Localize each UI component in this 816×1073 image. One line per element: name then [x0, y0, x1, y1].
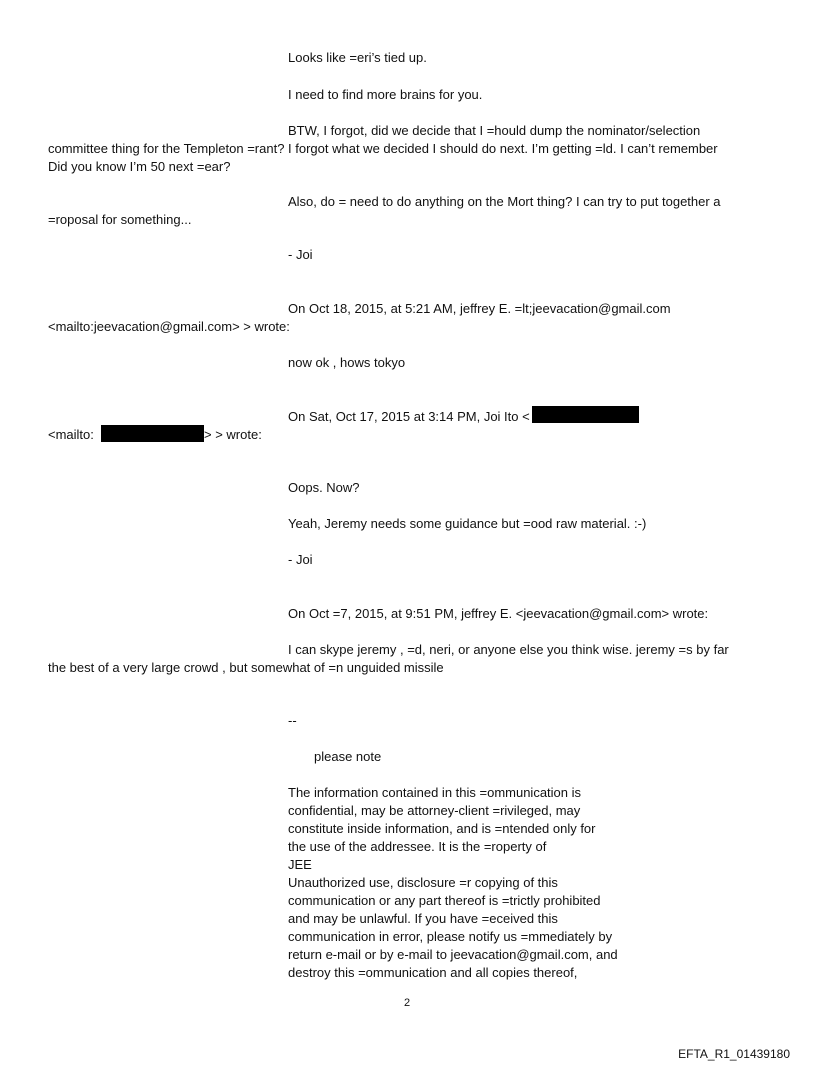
disclaimer-line: Unauthorized use, disclosure =r copying of this	[288, 875, 558, 890]
disclaimer-line: JEE	[288, 857, 312, 872]
body-line: the best of a very large crowd , but somewhat of =n unguided missile	[48, 660, 444, 675]
quote-header: On Sat, Oct 17, 2015 at 3:14 PM, Joi Ito <	[288, 409, 530, 424]
disclaimer-line: destroy this =ommunication and all copies thereof,	[288, 965, 578, 980]
disclaimer-line: constitute inside information, and is =ntended only for	[288, 821, 596, 836]
disclaimer-line: return e-mail or by e-mail to jeevacation@gmail.com, and	[288, 947, 618, 962]
quote-header: <mailto:	[48, 427, 94, 442]
quote-header: On Oct 18, 2015, at 5:21 AM, jeffrey E. =lt;jeevacation@gmail.com	[288, 301, 671, 316]
body-line: now ok , hows tokyo	[288, 355, 406, 370]
disclaimer-line: and may be unlawful. If you have =eceived this	[288, 911, 558, 926]
disclaimer-line: The information contained in this =ommunication is	[288, 785, 582, 800]
body-line: Yeah, Jeremy needs some guidance but =ood raw material. :-)	[288, 516, 647, 531]
separator-line: --	[288, 713, 297, 728]
disclaimer-line: communication or any part thereof is =trictly prohibited	[288, 893, 601, 908]
body-line: committee thing for the Templeton =rant? I forgot what we decided I should do next. I’m getting =ld. I can’t remember	[48, 141, 718, 156]
body-line: I need to find more brains for you.	[288, 87, 483, 102]
disclaimer-line: the use of the addressee. It is the =roperty of	[288, 839, 547, 854]
body-line: Oops. Now?	[288, 480, 360, 495]
quote-header: > > wrote:	[204, 427, 262, 442]
signature-line: - Joi	[288, 247, 313, 262]
quote-header: <mailto:jeevacation@gmail.com> > wrote:	[48, 319, 290, 334]
redaction-box	[101, 425, 204, 442]
disclaimer-heading: please note	[314, 749, 382, 764]
page-number: 2	[404, 997, 411, 1009]
quote-header: On Oct =7, 2015, at 9:51 PM, jeffrey E. <jeevacation@gmail.com> wrote:	[288, 606, 709, 621]
disclaimer-line: communication in error, please notify us =mmediately by	[288, 929, 613, 944]
body-line: Did you know I’m 50 next =ear?	[48, 159, 231, 174]
body-line: BTW, I forgot, did we decide that I =hould dump the nominator/selection	[288, 123, 701, 138]
disclaimer-line: confidential, may be attorney-client =rivileged, may	[288, 803, 581, 818]
body-line: =roposal for something...	[48, 212, 192, 227]
redaction-box	[532, 406, 639, 423]
body-line: Looks like =eri’s tied up.	[288, 50, 427, 65]
body-line: Also, do = need to do anything on the Mort thing? I can try to put together a	[288, 194, 721, 209]
signature-line: - Joi	[288, 552, 313, 567]
body-line: I can skype jeremy , =d, neri, or anyone else you think wise. jeremy =s by far	[288, 642, 729, 657]
document-id: EFTA_R1_01439180	[678, 1047, 790, 1061]
